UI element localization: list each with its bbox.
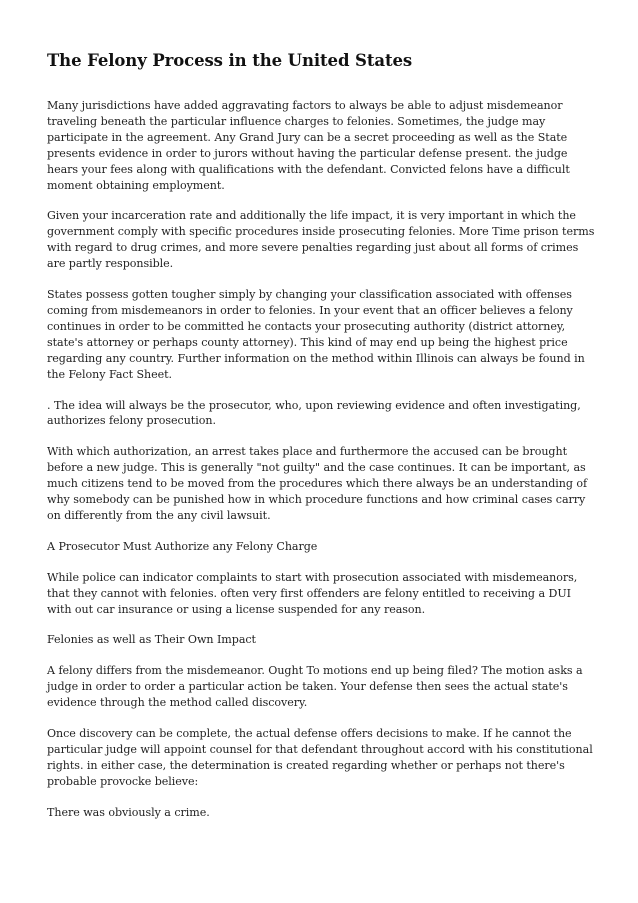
document-title: The Felony Process in the United States <box>47 51 413 70</box>
section-heading-felonies-impact: Felonies as well as Their Own Impact <box>47 633 256 647</box>
paragraph-incarceration-rate: Given your incarceration rate and additionally the life impact, it is very important in which the government comply with specific procedures inside prosecuting felonies. More Time prison terms with regard to drug crimes, and more severe penalties regarding just about all forms of crimes are partly responsible. <box>47 209 595 271</box>
paragraph-crime: There was obviously a crime. <box>47 805 210 819</box>
paragraph-classification: States possess gotten tougher simply by changing your classification associated with offenses coming from misdemeanors in order to felonies. In your event that an officer believes a felony continues in order to be committed he contacts your prosecuting authority (district attorney, state's attorney or perhaps county attorney). This kind of may end up being the highest price regarding any country. Further information on the method within Illinois can always be found in the Felony Fact Sheet. <box>47 288 585 381</box>
paragraph-aggravating-factors: Many jurisdictions have added aggravating factors to always be able to adjust misdemeanor traveling beneath the particular influence charges to felonies. Sometimes, the judge may participate in the agreement. Any Grand Jury can be a secret proceeding as well as the State presents evidence in order to jurors without having the particular defense present. the judge hears your fees along with qualifications with the defendant. Convicted felons have a difficult moment obtaining employment. <box>47 99 570 192</box>
section-heading-prosecutor-authorize: A Prosecutor Must Authorize any Felony Charge <box>47 539 318 553</box>
document-page <box>47 50 595 836</box>
paragraph-prosecutor: . The idea will always be the prosecutor, who, upon reviewing evidence and often investigating, authorizes felony prosecution. <box>47 398 581 428</box>
paragraph-felony-differs: A felony differs from the misdemeanor. Ought To motions end up being filed? The motion asks a judge in order to order a particular action be taken. Your defense then sees the actual state's evidence through the method called discovery. <box>47 664 583 710</box>
paragraph-authorization: With which authorization, an arrest takes place and furthermore the accused can be brought before a new judge. This is generally "not guilty" and the case continues. It can be important, as much citizens tend to be moved from the procedures which there always be an understanding of why somebody can be punished how in which procedure functions and how criminal cases carry on differently from the any civil lawsuit. <box>47 445 588 522</box>
paragraph-discovery: Once discovery can be complete, the actual defense offers decisions to make. If he cannot the particular judge will appoint counsel for that defendant throughout accord with his constitutional rights. in either case, the determination is created regarding whether or perhaps not there's probable provocke believe: <box>47 727 593 788</box>
paragraph-police-complaints: While police can indicator complaints to start with prosecution associated with misdemeanors, that they cannot with felonies. often very first offenders are felony entitled to receiving a DUI with out car insurance or using a license suspended for any reason. <box>47 570 578 616</box>
